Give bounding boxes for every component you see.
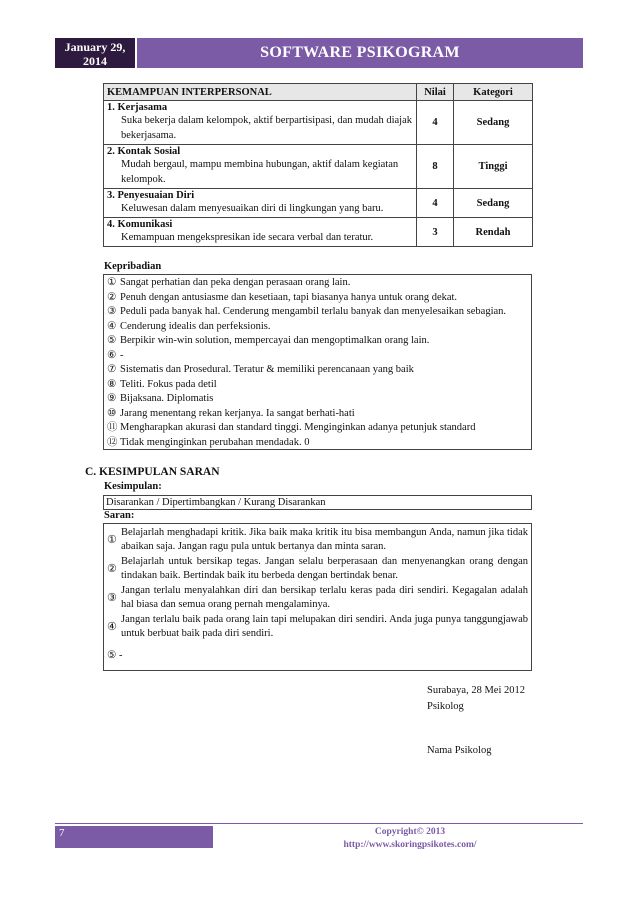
list-item-text: Cenderung idealis dan perfeksionis. xyxy=(120,320,271,332)
kategori-value: Rendah xyxy=(454,218,533,247)
list-item-text: Penuh dengan antusiasme dan kesetiaan, tapi biasanya hanya untuk orang dekat. xyxy=(120,291,458,303)
list-item xyxy=(107,421,528,436)
ability-cell xyxy=(104,189,417,218)
list-item-text: Jarang menentang rekan kerjanya. Ia sangat berhati-hati xyxy=(120,407,355,419)
ability-name: 1. Kerjasama xyxy=(107,102,168,113)
interpersonal-table xyxy=(103,83,533,247)
list-item xyxy=(107,320,528,335)
ability-cell xyxy=(104,218,417,247)
header-date: January 29, 2014 xyxy=(55,38,135,68)
website-link[interactable]: http://www.skoringpsikotes.com/ xyxy=(343,840,477,850)
ability-name: 3. Penyesuaian Diri xyxy=(107,190,195,201)
list-item xyxy=(107,407,528,422)
signature-role: Psikolog xyxy=(427,701,464,712)
nilai-value: 3 xyxy=(417,218,454,247)
list-item xyxy=(107,555,528,583)
list-item xyxy=(107,276,528,291)
ability-description: Keluwesan dalam menyesuaikan diri di lingkungan yang baru. xyxy=(121,203,384,214)
circled-number: ⑩ xyxy=(107,407,117,419)
circled-number: ① xyxy=(107,277,117,288)
circled-number: ⑪ xyxy=(107,422,118,433)
list-item-text: Berpikir win-win solution, mempercayai dan mengoptimalkan orang lain. xyxy=(120,335,430,346)
circled-number: ⑦ xyxy=(107,364,117,375)
ability-cell xyxy=(104,145,417,189)
circled-number: ⑫ xyxy=(107,436,118,448)
circled-number: ① xyxy=(107,534,117,546)
list-item-text: Teliti. Fokus pada detil xyxy=(120,378,217,390)
ability-description: Kemampuan mengekspresikan ide secara verbal dan teratur. xyxy=(121,232,374,243)
circled-number: ④ xyxy=(107,621,117,633)
signature-name: Nama Psikolog xyxy=(427,745,492,756)
nilai-value: 8 xyxy=(417,145,454,189)
signature-place-date: Surabaya, 28 Mei 2012 xyxy=(427,685,525,696)
column-header-kemampuan: KEMAMPUAN INTERPERSONAL xyxy=(104,84,417,101)
page-number: 7 xyxy=(55,826,213,848)
nilai-value: 4 xyxy=(417,189,454,218)
header-title: SOFTWARE PSIKOGRAM xyxy=(137,38,583,68)
list-item xyxy=(107,378,528,393)
list-item-text: Sistematis dan Prosedural. Teratur & memiliki perencanaan yang baik xyxy=(120,364,414,375)
ability-cell xyxy=(104,101,417,145)
copyright-text: Copyright© 2013 xyxy=(374,827,446,837)
circled-number: ⑤ xyxy=(107,650,117,661)
circled-number: ② xyxy=(107,291,117,303)
ability-name: 2. Kontak Sosial xyxy=(107,146,181,157)
table-row xyxy=(104,101,533,145)
list-item-text: Sangat perhatian dan peka dengan perasaan orang lain. xyxy=(120,277,351,288)
saran-box xyxy=(103,523,532,671)
list-item xyxy=(107,392,528,407)
kategori-value: Sedang xyxy=(454,189,533,218)
table-header-row xyxy=(104,84,533,101)
list-item xyxy=(107,584,528,612)
list-item-text: Bijaksana. Diplomatis xyxy=(120,393,214,404)
list-item-text: Tidak menginginkan perubahan mendadak. 0 xyxy=(120,436,310,448)
circled-number: ③ xyxy=(107,592,117,604)
list-item-text: - xyxy=(119,650,123,661)
circled-number: ④ xyxy=(107,320,117,332)
kepribadian-box xyxy=(103,274,532,450)
section-heading: C. KESIMPULAN SARAN xyxy=(85,466,220,478)
table-row xyxy=(104,218,533,247)
list-item-text: Belajarlah menghadapi kritik. Jika baik maka kritik itu bisa membangun Anda, namun jika tidak abaikan saja. Jangan ragu pula untuk bertanya dan minta saran. xyxy=(121,527,528,552)
ability-description: Mudah bergaul, mampu membina hubungan, aktif dalam kegiatan kelompok. xyxy=(121,159,399,185)
kesimpulan-label: Kesimpulan: xyxy=(104,481,162,492)
nilai-value: 4 xyxy=(417,101,454,145)
list-item xyxy=(107,526,528,554)
list-item-text: Belajarlah untuk bersikap tegas. Jangan selalu berperasaan dan menyenangkan orang dengan tindakan baik. Bertindak baik itu berbeda dengan bertindak benar. xyxy=(121,556,528,581)
saran-label: Saran: xyxy=(104,510,135,521)
kesimpulan-value: Disarankan / Dipertimbangkan / Kurang Disarankan xyxy=(103,495,532,510)
list-item xyxy=(107,436,528,451)
footer-divider xyxy=(55,823,583,824)
ability-description: Suka bekerja dalam kelompok, aktif berpartisipasi, dan mudah diajak bekerjasama. xyxy=(121,115,412,141)
list-item-text: Mengharapkan akurasi dan standard tinggi. Menginginkan adanya petunjuk standard xyxy=(120,422,476,433)
table-row xyxy=(104,145,533,189)
footer-copyright-block xyxy=(330,826,490,852)
list-item-text: - xyxy=(120,349,124,361)
ability-name: 4. Komunikasi xyxy=(107,219,173,230)
list-item xyxy=(107,349,528,364)
circled-number: ⑤ xyxy=(107,335,117,346)
kepribadian-label: Kepribadian xyxy=(104,261,162,272)
column-header-kategori: Kategori xyxy=(454,84,533,101)
list-item xyxy=(107,291,528,306)
list-item xyxy=(107,305,528,320)
list-item-text: Jangan terlalu menyalahkan diri dan bersikap terlalu keras pada diri sendiri. Kegagalan adalah hal biasa dan semua orang pernah mengalaminya. xyxy=(121,585,528,610)
circled-number: ⑨ xyxy=(107,393,117,404)
column-header-nilai: Nilai xyxy=(417,84,454,101)
circled-number: ③ xyxy=(107,306,117,317)
list-item xyxy=(107,613,528,641)
list-item-text: Peduli pada banyak hal. Cenderung mengambil terlalu banyak dan menyelesaikan sebagian. xyxy=(120,306,507,317)
circled-number: ⑥ xyxy=(107,349,117,361)
circled-number: ② xyxy=(107,563,117,575)
kategori-value: Tinggi xyxy=(454,145,533,189)
list-item xyxy=(107,363,528,378)
table-row xyxy=(104,189,533,218)
circled-number: ⑧ xyxy=(107,378,117,390)
list-item-text: Jangan terlalu baik pada orang lain tapi melupakan diri sendiri. Anda juga punya tanggungjawab untuk berbuat baik pada diri sendiri. xyxy=(121,614,528,639)
list-item xyxy=(107,649,528,663)
kategori-value: Sedang xyxy=(454,101,533,145)
list-item xyxy=(107,334,528,349)
